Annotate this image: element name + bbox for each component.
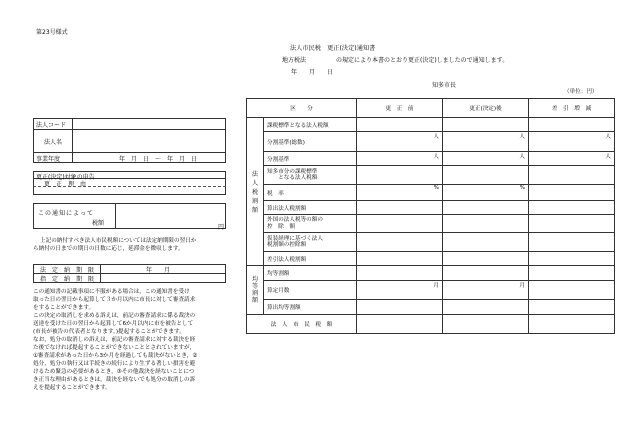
law-reference-line: 地方税法 の規定により本書のとおり更正(決定)しましたので通知します。 xyxy=(282,57,509,64)
cell-diff xyxy=(529,300,615,315)
corp-name-label: 法人名 xyxy=(44,139,63,146)
appeal-line: えを提起することができます。 xyxy=(33,385,111,391)
appeal-line: なお，処分の取消しの訴えは，前記の審査請求に対する裁決を経 xyxy=(33,337,196,343)
document-title: 法人市民税 更正(決定)通知書 xyxy=(290,45,376,52)
yen-label: 円 xyxy=(218,224,225,231)
issuer-name: 知多市長 xyxy=(432,82,457,89)
table-row xyxy=(247,252,615,266)
group-char: 税 xyxy=(251,189,258,196)
cell-diff xyxy=(529,315,615,334)
group-char: 割 xyxy=(251,290,258,297)
appeal-line: この通知書の記載事項に不服がある場合は，この通知書を受け xyxy=(33,289,190,295)
cell-diff xyxy=(529,215,615,233)
table-header-row xyxy=(247,99,615,118)
legal-deadline-value: 年 月 xyxy=(146,267,171,274)
corp-code-label: 法人コード xyxy=(36,122,67,129)
cell-before: % xyxy=(357,185,443,201)
cell-diff: 人 xyxy=(529,152,615,166)
row-label: 分割基準(総数) xyxy=(264,132,357,152)
row-label: 外国の法人税等の額の 控 除 額 xyxy=(264,215,357,233)
table-row xyxy=(247,152,615,166)
cell-after xyxy=(443,315,529,334)
cell-before xyxy=(357,266,443,281)
cell-diff xyxy=(529,166,615,185)
table-total-row xyxy=(247,315,615,334)
header-after: 更正(決定)後 xyxy=(443,99,529,118)
table-row xyxy=(247,281,615,300)
row-label: 均等割額 xyxy=(264,266,357,281)
row-label: 算出法人税割額 xyxy=(264,201,357,215)
cell-diff xyxy=(529,185,615,201)
cell-before xyxy=(357,252,443,266)
cell-diff xyxy=(529,281,615,300)
cell-before xyxy=(357,215,443,233)
group-char: 額 xyxy=(251,297,258,304)
cell-before: 月 xyxy=(357,281,443,300)
cell-after: 人 xyxy=(443,132,529,152)
cell-before: 人 xyxy=(357,152,443,166)
table-row xyxy=(247,266,615,281)
cell-after xyxy=(443,201,529,215)
appeal-line: この決定の取消しを求める訴えは，前記の審査請求に係る裁決の xyxy=(33,313,196,319)
row-label: 課税標準となる法人税額 xyxy=(264,118,357,132)
appeal-line: をすることができます。 xyxy=(33,305,95,311)
table-row xyxy=(247,201,615,215)
cell-before xyxy=(357,166,443,185)
row-label: 税 率 xyxy=(264,185,357,201)
row-label: 差引法人税割額 xyxy=(264,252,357,266)
table-row xyxy=(247,185,615,201)
appeal-line: 取った日の翌日から起算して３か月以内に市長に対して審査請求 xyxy=(33,297,196,303)
fiscal-year-label: 事業年度 xyxy=(36,156,61,163)
group-char: 額 xyxy=(251,207,258,214)
group-char: 均 xyxy=(251,276,258,283)
cell-after: % xyxy=(443,185,529,201)
cell-diff: 人 xyxy=(529,132,615,152)
appeal-line: ①審査請求があった日から3か月を経過しても裁決がないとき，② xyxy=(33,353,198,359)
cell-after xyxy=(443,118,529,132)
appeal-line: けるため緊急の必要があるとき，③その他裁決を経ないことにつ xyxy=(33,369,195,375)
cell-before xyxy=(357,233,443,252)
legal-deadline-label: 法 定 納 期 限 xyxy=(40,267,95,274)
cell-diff xyxy=(529,233,615,252)
cell-before: 人 xyxy=(357,132,443,152)
table-row xyxy=(247,118,615,132)
cell-after: 人 xyxy=(443,152,529,166)
payment-text-1: 上記の納付すべき法人市民税額については法定納期限の翌日か xyxy=(40,238,197,244)
appeal-line: 処分，処分の執行又は手続きの続行により生ずる著しい損害を避 xyxy=(33,361,196,367)
row-label: 算出均等割額 xyxy=(264,300,357,315)
appeal-line: (市長が被告の代表者となります。)提起することができます。 xyxy=(33,329,185,335)
group-corp-tax xyxy=(247,118,264,266)
cell-after xyxy=(443,233,529,252)
cell-after: 月 xyxy=(443,281,529,300)
cell-after xyxy=(443,300,529,315)
group-char: 等 xyxy=(251,283,258,290)
issue-date: 年 月 日 xyxy=(291,69,334,76)
group-equal-tax xyxy=(247,266,264,315)
row-label: 仮装経理に基づく法人 税割額の控除額 xyxy=(264,233,357,252)
group-char: 割 xyxy=(251,198,258,205)
cell-before xyxy=(357,300,443,315)
table-row xyxy=(247,215,615,233)
row-label: 算定月数 xyxy=(264,281,357,300)
tax-calculation-table xyxy=(246,98,615,334)
table-row xyxy=(247,132,615,152)
total-label: 法 人 市 民 税 額 xyxy=(247,315,357,334)
notice-label-2: 税額 xyxy=(92,220,105,227)
cell-diff xyxy=(529,252,615,266)
group-char: 法 xyxy=(251,171,258,178)
header-difference: 差 引 増 減 xyxy=(529,99,615,118)
header-before: 更 正 前 xyxy=(357,99,443,118)
table-row xyxy=(247,300,615,315)
header-category: 区 分 xyxy=(247,99,357,118)
row-label: 知多市分の課税標準 となる法人税額 xyxy=(264,166,357,185)
table-row xyxy=(247,233,615,252)
cell-diff xyxy=(529,118,615,132)
cell-after xyxy=(443,215,529,233)
cell-diff xyxy=(529,201,615,215)
row-label: 分割基準 xyxy=(264,152,357,166)
cell-diff xyxy=(529,266,615,281)
cell-before xyxy=(357,201,443,215)
group-char: 人 xyxy=(251,180,258,187)
correction-target-label: 更正(決定)対象の申告 xyxy=(36,174,95,181)
appeal-line: た後でなければ提起することができないこととされていますが， xyxy=(33,345,196,351)
unit-label: （単位：円） xyxy=(564,89,598,95)
correction-reason-label: 更 正 理 由 xyxy=(44,181,87,188)
designated-deadline-label: 指 定 納 期 限 xyxy=(40,276,95,283)
cell-after xyxy=(443,166,529,185)
form-number: 第23号様式 xyxy=(36,29,68,36)
notice-label-1: この通知によって xyxy=(38,210,95,217)
cell-after xyxy=(443,266,529,281)
appeal-line: き正当な理由があるときは，裁決を経ないでも処分の取消しの訴 xyxy=(33,377,196,383)
table-row xyxy=(247,166,615,185)
cell-after xyxy=(443,252,529,266)
fiscal-year-value: 年 月 日 ～ 年 月 日 xyxy=(119,156,198,163)
cell-before xyxy=(357,118,443,132)
appeal-line: 送達を受けた日の翌日から起算して6か月以内に市を被告として xyxy=(33,321,194,327)
payment-text-2: ら納付の日までの期日の日数に応じ，延滞金を徴収します。 xyxy=(33,246,184,252)
cell-before xyxy=(357,315,443,334)
